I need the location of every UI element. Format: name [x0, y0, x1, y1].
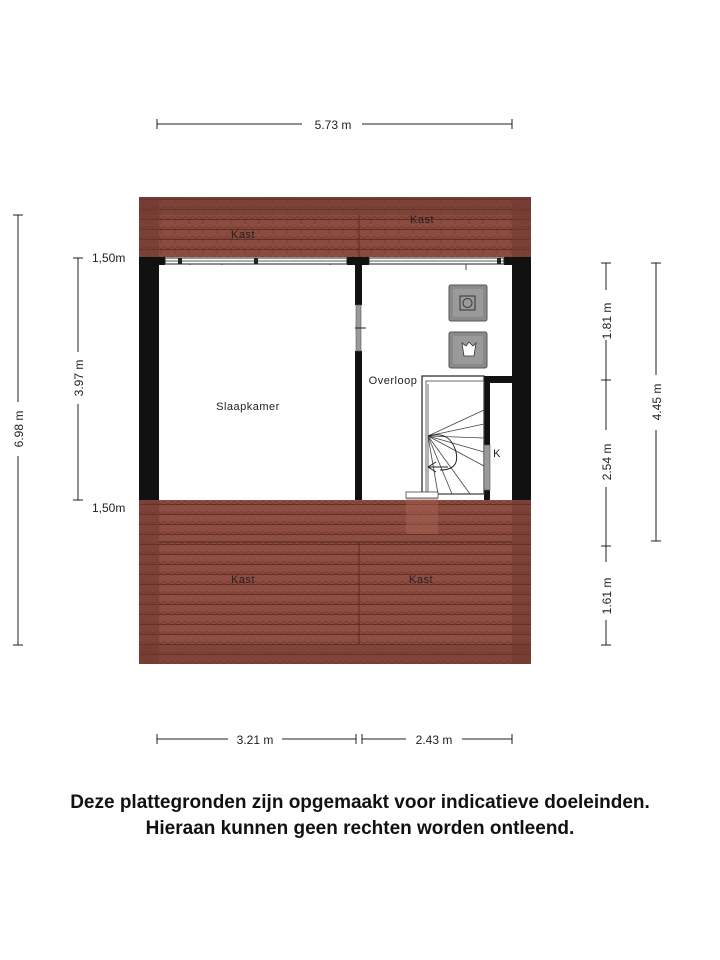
washing-machine-icon: [449, 285, 487, 321]
dimension-right-total: [650, 263, 664, 541]
dryer-icon: [449, 332, 487, 368]
staircase-icon: [406, 376, 484, 498]
window-top-right: [369, 258, 504, 270]
label-kast-bottom-left: Kast: [230, 574, 256, 586]
label-kast-top-left: Kast: [230, 229, 256, 241]
height-marker-top: 1,50m: [92, 251, 126, 265]
label-kast-bottom-right: Kast: [408, 574, 434, 586]
dimension-left-inner-label: 3.97 m: [72, 359, 86, 397]
label-kast-top-right: Kast: [409, 214, 435, 226]
dimension-bottom-right-label: 2.43 m: [415, 733, 453, 747]
dimension-top-label: 5.73 m: [314, 118, 352, 132]
dimension-left-total-label: 6.98 m: [12, 410, 26, 448]
dimension-bottom-left-label: 3.21 m: [236, 733, 274, 747]
roof-top: [139, 197, 531, 257]
label-slaapkamer: Slaapkamer: [216, 401, 280, 413]
dimension-right-bottom-label: 1.61 m: [600, 577, 614, 615]
height-marker-bottom: 1,50m: [92, 501, 126, 515]
door-k: [484, 445, 490, 490]
dimension-right-middle-label: 2.54 m: [600, 443, 614, 481]
dimension-right-top-label: 1.81 m: [600, 302, 614, 340]
dimension-right-total-label: 4.45 m: [650, 383, 664, 421]
dimension-bottom: [157, 733, 512, 747]
dimension-left-total: [12, 215, 26, 645]
label-overloop: Overloop: [368, 375, 418, 387]
label-k: K: [493, 448, 501, 460]
roof-bottom: [139, 494, 531, 664]
disclaimer-line-2: Hieraan kunnen geen rechten worden ontleend.: [145, 818, 575, 839]
dimension-right: [600, 263, 614, 645]
dimension-left-inner: [72, 251, 125, 515]
dimension-top: [157, 118, 512, 132]
disclaimer-line-1: Deze plattegronden zijn opgemaakt voor indicatieve doeleinden.: [70, 792, 650, 813]
slaapkamer-floor: [159, 265, 355, 500]
